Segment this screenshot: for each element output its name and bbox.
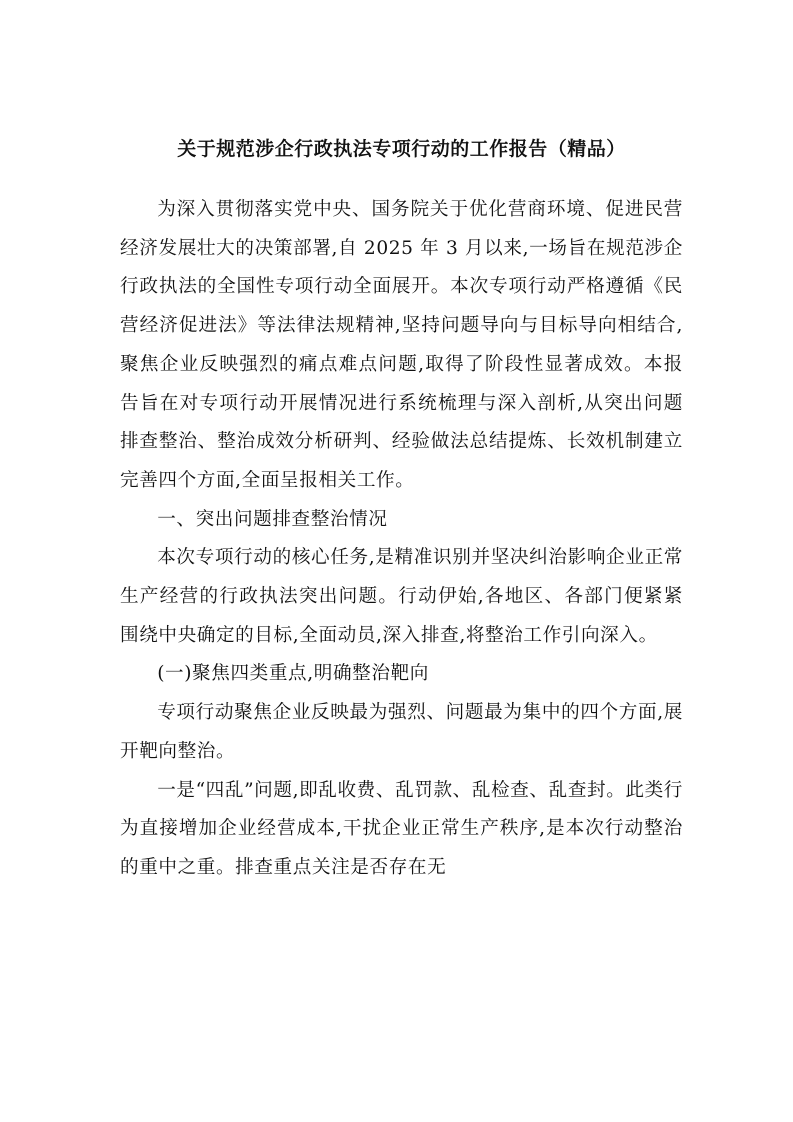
section-heading-1: 一、突出问题排查整治情况 (157, 508, 388, 530)
document-title: 关于规范涉企行政执法专项行动的工作报告（精品） (177, 138, 626, 160)
paragraph-four-issues: 一是“四乱”问题,即乱收费、乱罚款、乱检查、乱查封。此类行为直接增加企业经营成本,干扰企业正常生产秩序,是本次行动整治的重中之重。排查重点关注是否存在无 (120, 779, 683, 878)
subsection-heading-1: (一)聚焦四类重点,明确整治靶向 (157, 663, 429, 685)
paragraph-subsection-1: 专项行动聚焦企业反映最为强烈、问题最为集中的四个方面,展开靶向整治。 (120, 702, 683, 762)
paragraph-section-1: 本次专项行动的核心任务,是精准识别并坚决纠治影响企业正常生产经营的行政执法突出问题。行动伊始,各地区、各部门便紧紧围绕中央确定的目标,全面动员,深入排查,将整治工作引向深入。 (120, 547, 683, 646)
paragraph-intro: 为深入贯彻落实党中央、国务院关于优化营商环境、促进民营经济发展壮大的决策部署,自 2025 年 3 月以来,一场旨在规范涉企行政执法的全国性专项行动全面展开。本次专项行动严格遵循《民营经济促进法》等法律法规精神,坚持问题导向与目标导向相结合,聚焦企业反映强烈的痛点难点问题,取得了阶段性显著成效。本报告旨在对专项行动开展情况进行系统梳理与深入剖析,从突出问题排查整治、整治成效分析研判、经验做法总结提炼、长效机制建立完善四个方面,全面呈报相关工作。 (120, 199, 683, 491)
